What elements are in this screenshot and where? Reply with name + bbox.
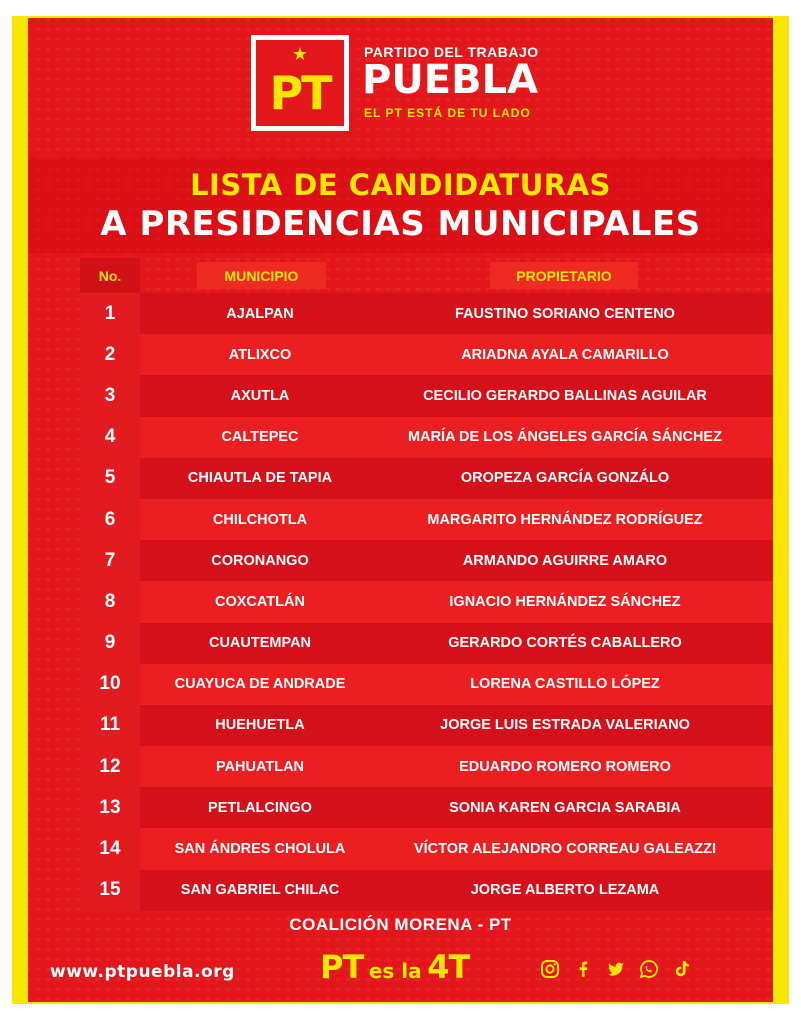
row-municipio: SAN ÁNDRES CHOLULA [174,841,346,858]
motto-es-la: es la [368,959,422,983]
motto-4t: 4T [427,948,470,986]
row-municipio: CHILCHOTLA [212,511,308,528]
row-number: 14 [80,828,140,869]
table-row [80,870,773,911]
header-municipio: MUNICIPIO [197,262,326,289]
table-row [80,828,773,869]
table-row [80,334,773,375]
state-name: PUEBLA [362,57,539,103]
row-number: 9 [80,623,140,664]
table-row [80,787,773,828]
row-municipio: AJALPAN [226,305,294,322]
row-municipio: SAN GABRIEL CHILAC [180,882,340,899]
row-number: 6 [80,499,140,540]
instagram-icon[interactable] [540,958,560,980]
candidates-table [80,258,773,911]
row-municipio: CUAYUCA DE ANDRADE [174,676,346,693]
website-link[interactable]: www.ptpuebla.org [50,962,235,982]
row-propietario: IGNACIO HERNÁNDEZ SÁNCHEZ [449,593,681,610]
row-number: 1 [80,293,140,334]
row-number: 3 [80,375,140,416]
row-municipio: CORONANGO [211,552,309,569]
whatsapp-icon[interactable] [639,958,659,980]
row-number: 12 [80,746,140,787]
header-propietario: PROPIETARIO [490,262,638,289]
row-propietario: CECILIO GERARDO BALLINAS AGUILAR [423,387,707,404]
table-row [80,293,773,334]
row-propietario: JORGE LUIS ESTRADA VALERIANO [440,717,690,734]
table-row [80,458,773,499]
table-row [80,705,773,746]
table-row [80,540,773,581]
table-row [80,623,773,664]
table-row [80,581,773,622]
table-row [80,417,773,458]
logo-text: PT [269,66,331,120]
social-links [540,958,692,980]
row-municipio: ATLIXCO [228,346,292,363]
table-row [80,664,773,705]
row-number: 10 [80,664,140,705]
row-number: 15 [80,870,140,911]
pt-logo [251,35,349,131]
tiktok-icon[interactable] [672,958,692,980]
row-propietario: SONIA KAREN GARCIA SARABIA [449,799,681,816]
row-number: 13 [80,787,140,828]
row-number: 5 [80,458,140,499]
row-number: 8 [80,581,140,622]
row-propietario: GERARDO CORTÉS CABALLERO [448,635,682,652]
row-propietario: JORGE ALBERTO LEZAMA [470,882,660,899]
motto-pt: PT [320,948,364,986]
row-propietario: EDUARDO ROMERO ROMERO [459,758,671,775]
row-propietario: VÍCTOR ALEJANDRO CORREAU GALEAZZI [413,841,717,858]
facebook-icon[interactable] [573,958,593,980]
table-row [80,746,773,787]
row-municipio: PAHUATLAN [215,758,305,775]
row-municipio: CUAUTEMPAN [208,635,312,652]
row-municipio: PETLALCINGO [208,799,312,816]
star-icon: ★ [291,44,309,65]
poster [28,18,773,1002]
party-name: PARTIDO DEL TRABAJO [364,44,539,60]
row-propietario: ARIADNA AYALA CAMARILLO [461,346,669,363]
table-header [80,258,773,293]
row-propietario: LORENA CASTILLO LÓPEZ [470,676,660,693]
twitter-icon[interactable] [606,958,626,980]
row-municipio: HUEHUETLA [215,717,305,734]
table-row [80,499,773,540]
row-propietario: OROPEZA GARCÍA GONZÁLO [460,470,670,487]
row-propietario: MARÍA DE LOS ÁNGELES GARCÍA SÁNCHEZ [408,429,722,446]
row-number: 11 [80,705,140,746]
row-number: 7 [80,540,140,581]
table-row [80,375,773,416]
party-slogan: EL PT ESTÁ DE TU LADO [364,106,531,120]
title-line-2: A PRESIDENCIAS MUNICIPALES [100,204,701,244]
row-municipio: CALTEPEC [221,429,299,446]
row-propietario: MARGARITO HERNÁNDEZ RODRÍGUEZ [427,511,703,528]
coalition-label: COALICIÓN MORENA - PT [289,915,512,934]
row-propietario: ARMANDO AGUIRRE AMARO [462,552,668,569]
row-municipio: AXUTLA [230,387,290,404]
row-municipio: CHIAUTLA DE TAPIA [187,470,333,487]
row-propietario: FAUSTINO SORIANO CENTENO [455,305,675,322]
row-municipio: COXCATLÁN [215,593,305,610]
header-no: No. [80,258,140,293]
motto [320,948,469,986]
row-number: 4 [80,417,140,458]
table-body [80,293,773,911]
row-number: 2 [80,334,140,375]
title-line-1: LISTA DE CANDIDATURAS [190,168,611,202]
